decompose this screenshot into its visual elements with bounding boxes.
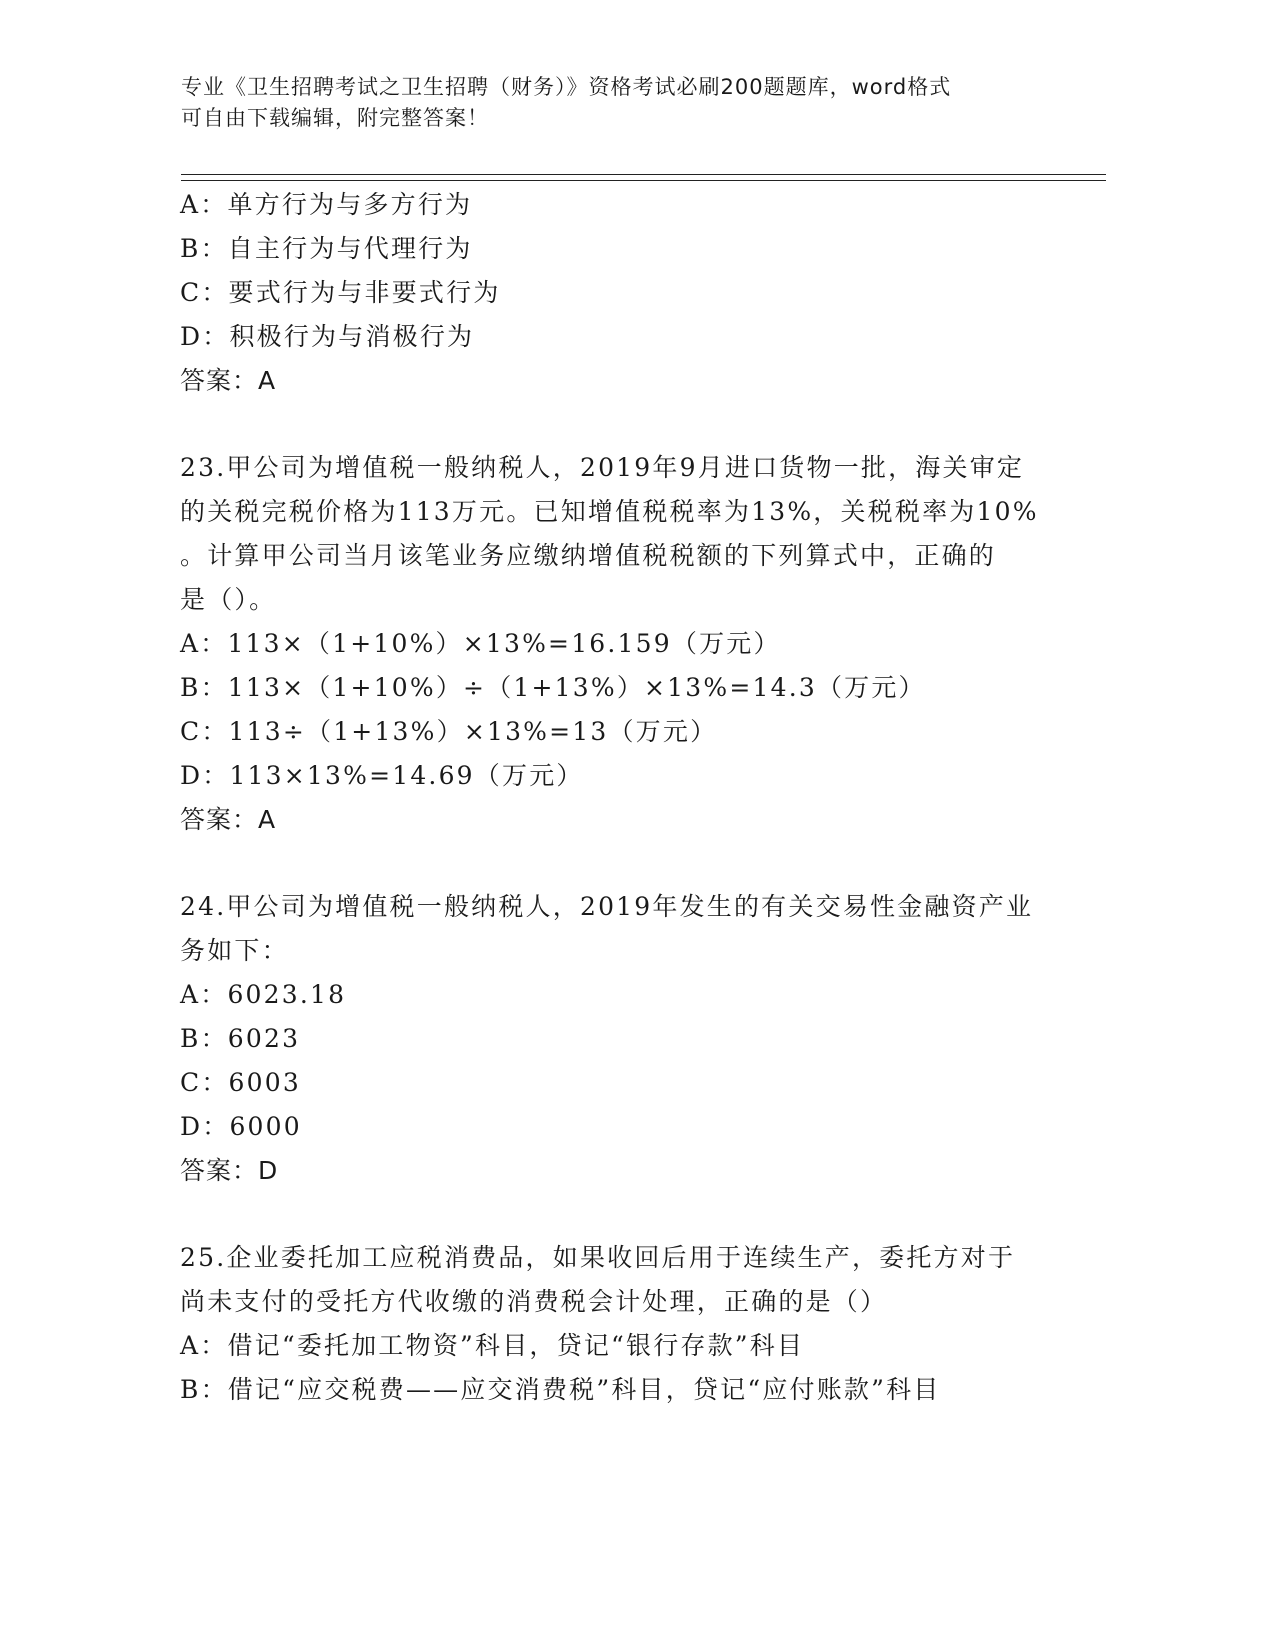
question-stem-line: 是（）。 xyxy=(180,585,277,614)
option-a: A：6023.18 xyxy=(180,980,347,1009)
question-23 xyxy=(180,446,1080,842)
question-stem-line: 23.甲公司为增值税一般纳税人，2019年9月进口货物一批，海关审定 xyxy=(180,453,1025,482)
spacer xyxy=(180,1193,1080,1236)
answer-line: 答案：A xyxy=(180,366,277,395)
option-a: A：113×（1+10%）×13%=16.159（万元） xyxy=(180,629,781,658)
option-b: B：113×（1+10%）÷（1+13%）×13%=14.3（万元） xyxy=(180,673,926,702)
header-divider-top xyxy=(181,174,1106,175)
option-a: A：单方行为与多方行为 xyxy=(180,190,473,219)
question-25 xyxy=(180,1236,1080,1412)
option-b: B：6023 xyxy=(180,1024,301,1053)
option-c: C：6003 xyxy=(180,1068,301,1097)
question-22 xyxy=(180,183,1080,403)
option-c: C：113÷（1+13%）×13%=13（万元） xyxy=(180,717,718,746)
option-d: D：113×13%=14.69（万元） xyxy=(180,761,584,790)
answer-line: 答案：D xyxy=(180,1156,279,1185)
question-24 xyxy=(180,885,1080,1193)
document-header xyxy=(181,72,1061,134)
question-content xyxy=(180,183,1080,1412)
spacer xyxy=(180,403,1080,446)
question-stem-line: 尚未支付的受托方代收缴的消费税会计处理，正确的是（） xyxy=(180,1287,888,1316)
option-a: A：借记“委托加工物资”科目，贷记“银行存款”科目 xyxy=(180,1331,805,1360)
option-b: B：自主行为与代理行为 xyxy=(180,234,473,263)
option-d: D：积极行为与消极行为 xyxy=(180,322,475,351)
spacer xyxy=(180,842,1080,885)
header-line-2: 可自由下载编辑，附完整答案！ xyxy=(181,106,489,130)
option-d: D：6000 xyxy=(180,1112,302,1141)
question-stem-line: 。计算甲公司当月该笔业务应缴纳增值税税额的下列算式中，正确的 xyxy=(180,541,997,570)
option-b: B：借记“应交税费——应交消费税”科目，贷记“应付账款”科目 xyxy=(180,1375,941,1404)
header-line-1: 专业《卫生招聘考试之卫生招聘（财务）》资格考试必刷200题题库，word格式 xyxy=(181,75,952,99)
option-c: C：要式行为与非要式行为 xyxy=(180,278,501,307)
question-stem-line: 25.企业委托加工应税消费品，如果收回后用于连续生产，委托方对于 xyxy=(180,1243,1016,1272)
question-stem-line: 的关税完税价格为113万元。已知增值税税率为13%，关税税率为10% xyxy=(180,497,1039,526)
answer-line: 答案：A xyxy=(180,805,277,834)
header-divider-bottom xyxy=(181,180,1106,181)
question-stem-line: 24.甲公司为增值税一般纳税人，2019年发生的有关交易性金融资产业 xyxy=(180,892,1034,921)
question-stem-line: 务如下： xyxy=(180,936,289,965)
